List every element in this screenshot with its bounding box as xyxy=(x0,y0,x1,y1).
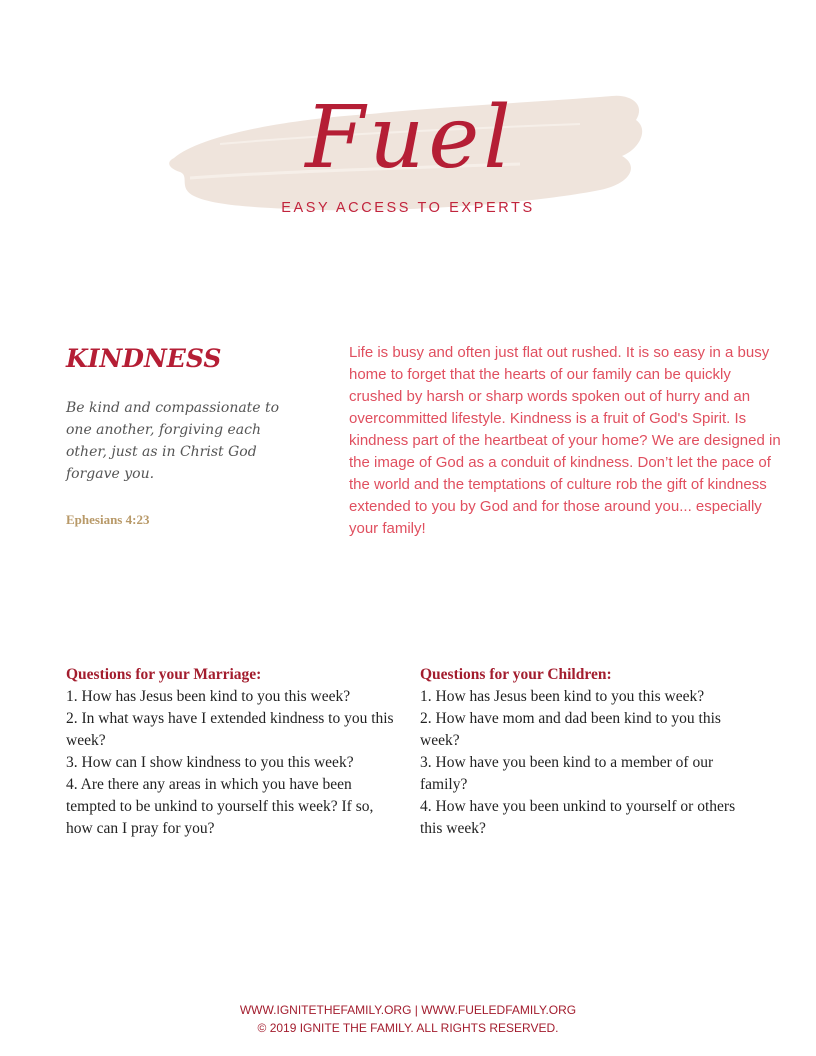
footer xyxy=(0,1001,816,1037)
list-item: 1. How has Jesus been kind to you this week? xyxy=(420,688,705,705)
list-item: 1. How has Jesus been kind to you this week? xyxy=(66,688,351,705)
children-questions xyxy=(420,664,752,840)
list-item: 4. How have you been unkind to yourself or others this week? xyxy=(420,798,736,837)
logo-tagline: EASY ACCESS TO EXPERTS xyxy=(281,200,535,216)
marriage-questions-title: Questions for your Marriage: xyxy=(66,666,262,683)
list-item: 2. In what ways have I extended kindness to you this week? xyxy=(66,710,394,749)
footer-copyright: © 2019 IGNITE THE FAMILY. ALL RIGHTS RESERVED. xyxy=(257,1021,559,1035)
body-paragraph: Life is busy and often just flat out rushed. It is so easy in a busy home to forget that the hearts of our family can be quickly crushed by harsh or sharp words spoken out of hurry and an overcommitted lifestyle. Kindness is a fruit of God's Spirit. Is kindness part of the heartbeat of your home? We are designed in the image of God as a conduit of kindness. Don’t let the pace of the world and the temptations of culture rob the gift of kindness extended to you by God and for those around you... especially your family! xyxy=(349,344,781,537)
children-questions-title: Questions for your Children: xyxy=(420,666,612,683)
scripture-verse: Be kind and compassionate to one another, forgiving each other, just as in Christ God forgave you. xyxy=(66,400,280,482)
marriage-questions xyxy=(66,664,398,840)
list-item: 3. How can I show kindness to you this week? xyxy=(66,754,354,771)
list-item: 4. Are there any areas in which you have been tempted to be unkind to yourself this week? If so, how can I pray for you? xyxy=(66,776,374,837)
logo-word: Fuel xyxy=(305,88,515,188)
scripture-reference: Ephesians 4:23 xyxy=(66,512,150,527)
list-item: 2. How have mom and dad been kind to you this week? xyxy=(420,710,721,749)
page-title: KINDNESS xyxy=(66,344,222,373)
list-item: 3. How have you been kind to a member of our family? xyxy=(420,754,714,793)
fuel-logo xyxy=(160,80,660,230)
footer-links: WWW.IGNITETHEFAMILY.ORG | WWW.FUELEDFAMILY.ORG xyxy=(239,1003,577,1017)
